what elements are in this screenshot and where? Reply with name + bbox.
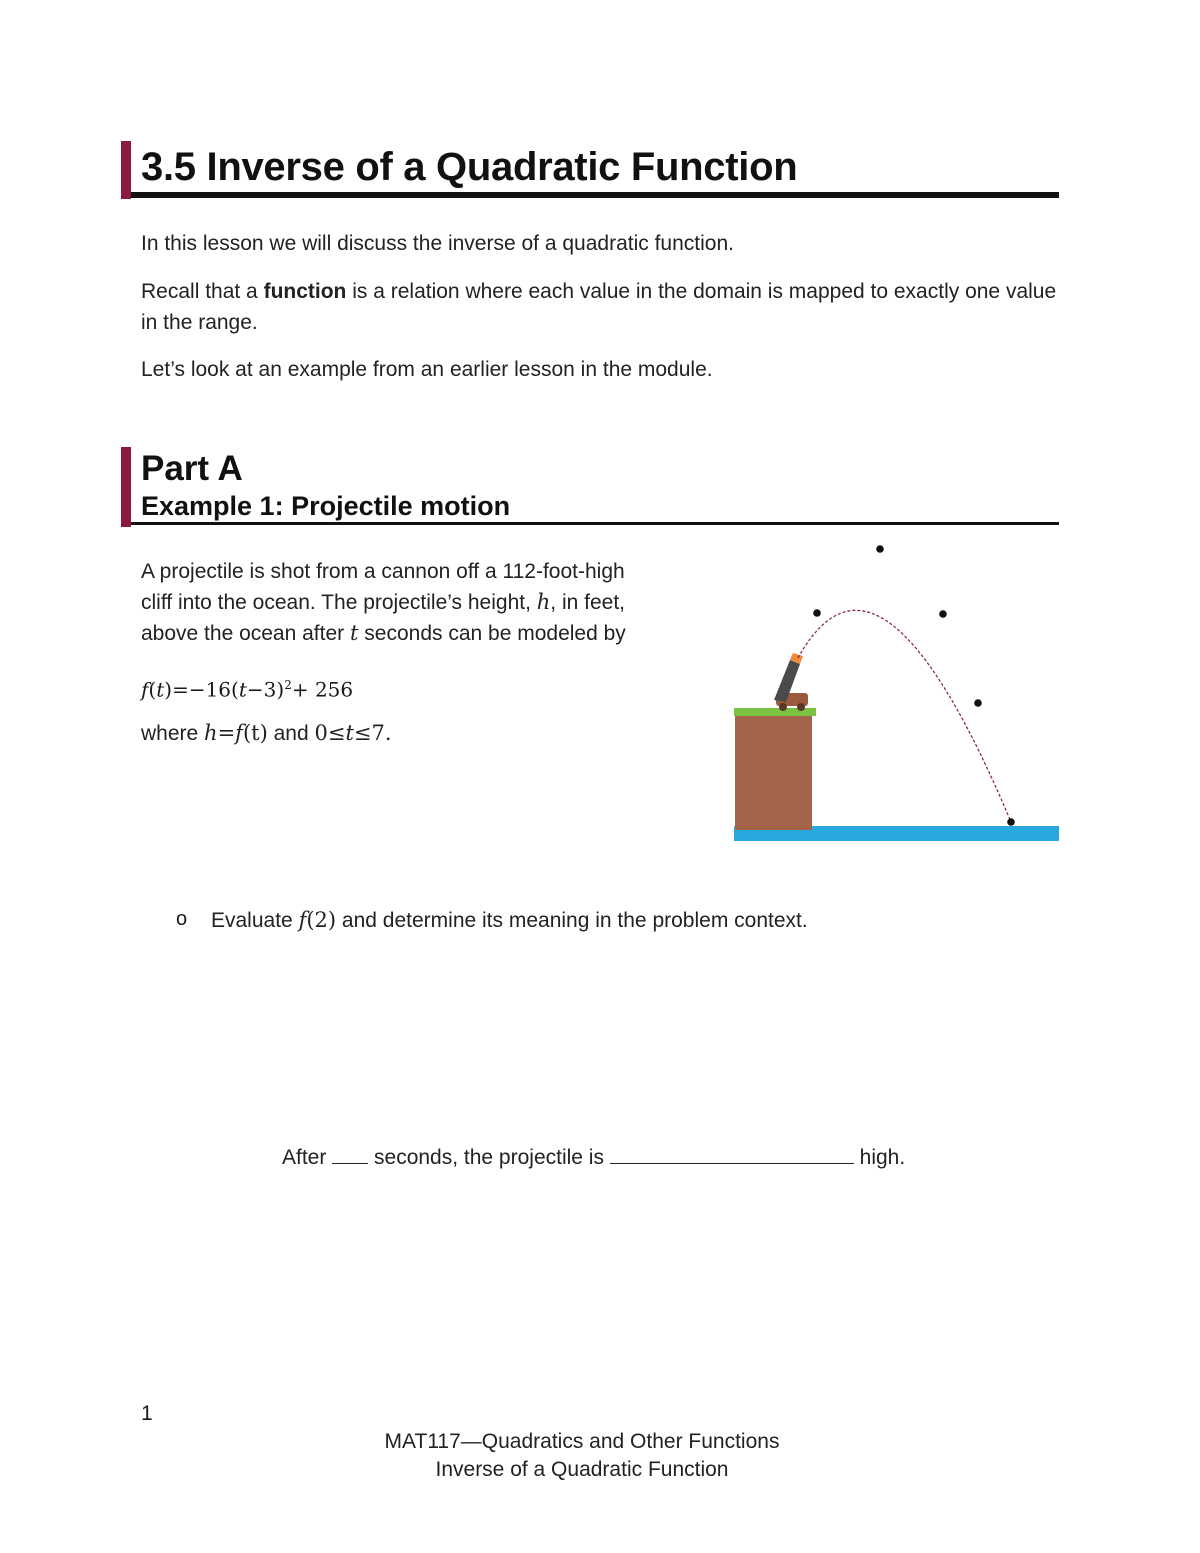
function-term: function bbox=[263, 280, 347, 303]
problem-text bbox=[141, 556, 701, 649]
domain-statement: where h=f(t) and 0≤t≤7. bbox=[141, 721, 392, 745]
footer-course: MAT117—Quadratics and Other Functions bbox=[384, 1430, 780, 1453]
trajectory-point bbox=[974, 699, 982, 707]
seconds-blank[interactable] bbox=[332, 1143, 368, 1164]
cliff bbox=[735, 712, 812, 830]
question-text: Evaluate f(2) and determine its meaning in the problem context. bbox=[211, 908, 808, 932]
problem-line-1: A projectile is shot from a cannon off a 112-foot-high bbox=[141, 560, 625, 583]
footer-topic: Inverse of a Quadratic Function bbox=[435, 1458, 729, 1481]
page-title: 3.5 Inverse of a Quadratic Function bbox=[141, 145, 798, 189]
problem-line-2: cliff into the ocean. The projectile’s height, h, in feet, bbox=[141, 590, 625, 614]
projectile-illustration bbox=[730, 540, 1065, 845]
answer-line: After seconds, the projectile is high. bbox=[282, 1142, 982, 1173]
intro-paragraph-2: Recall that a function is a relation where each value in the domain is mapped to exactly one value in the range. bbox=[141, 280, 1057, 334]
section-accent-bar bbox=[121, 447, 131, 527]
problem-line-3: above the ocean after t seconds can be modeled by bbox=[141, 621, 626, 645]
trajectory-point bbox=[1007, 818, 1015, 826]
footer bbox=[0, 1428, 1164, 1484]
intro-paragraph-3: Let’s look at an example from an earlier lesson in the module. bbox=[141, 358, 713, 381]
height-blank[interactable] bbox=[610, 1143, 854, 1164]
trajectory-point bbox=[813, 609, 821, 617]
trajectory-path bbox=[798, 610, 1011, 822]
trajectory-point bbox=[939, 610, 947, 618]
title-accent-bar bbox=[121, 141, 131, 199]
section-heading: Part A bbox=[141, 449, 243, 488]
section-rule bbox=[131, 522, 1059, 525]
formula: $f(t)=-16(t-3)^2+ 256$ bbox=[141, 677, 354, 702]
page-number: 1 bbox=[141, 1402, 153, 1425]
title-rule bbox=[131, 192, 1059, 198]
cannon-icon bbox=[774, 653, 808, 711]
trajectory-point bbox=[876, 545, 884, 553]
intro-paragraph-1: In this lesson we will discuss the inverse of a quadratic function. bbox=[141, 232, 734, 255]
section-subheading: Example 1: Projectile motion bbox=[141, 491, 511, 521]
question-bullet-marker: o bbox=[176, 908, 188, 930]
